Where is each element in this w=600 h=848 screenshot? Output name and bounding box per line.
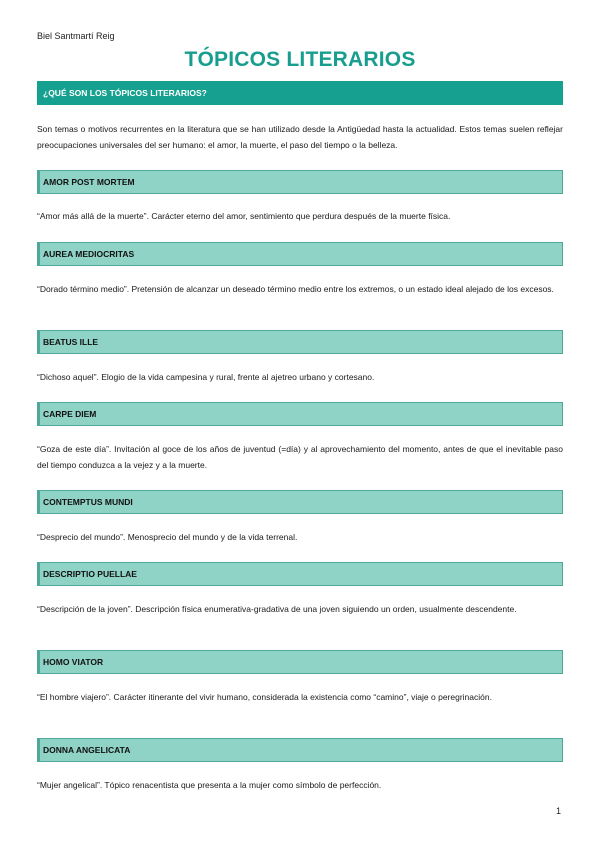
- topic-heading-carpe-diem: CARPE DIEM: [37, 402, 563, 426]
- page-number: 1: [556, 806, 562, 816]
- intro-paragraph: Son temas o motivos recurrentes en la literatura que se han utilizado desde la Antigüedad hasta la actualidad. Estos temas suelen reflejar preocupaciones universales del ser humano: el amor, la muerte, el paso del tiempo o la belleza.: [37, 124, 563, 150]
- topic-text-amor-post-mortem: “Amor más allá de la muerte”. Carácter eterno del amor, sentimiento que perdura después de la muerte física.: [37, 211, 451, 221]
- topic-text-homo-viator: “El hombre viajero”. Carácter itinerante del vivir humano, considerada la existencia como “camino”, viaje o peregrinación.: [37, 692, 492, 702]
- topic-text-beatus-ille: “Dichoso aquel”. Elogio de la vida campesina y rural, frente al ajetreo urbano y cortesano.: [37, 372, 375, 382]
- topic-text-contemptus-mundi: “Desprecio del mundo”. Menosprecio del mundo y de la vida terrenal.: [37, 532, 298, 542]
- topic-heading-descriptio-puellae: DESCRIPTIO PUELLAE: [37, 562, 563, 586]
- topic-heading-donna-angelicata: DONNA ANGELICATA: [37, 738, 563, 762]
- topic-heading-homo-viator: HOMO VIATOR: [37, 650, 563, 674]
- author-name: Biel Santmartí Reig: [37, 31, 115, 41]
- topic-text-carpe-diem: “Goza de este día”. Invitación al goce de los años de juventud (=día) y al aprovechamiento del momento, antes de que el inevitable paso del tiempo conduzca a la vejez y a la muerte.: [37, 444, 563, 470]
- page-title: TÓPICOS LITERARIOS: [184, 48, 416, 71]
- intro-heading-bar: ¿QUÉ SON LOS TÓPICOS LITERARIOS?: [37, 81, 563, 105]
- topic-heading-amor-post-mortem: AMOR POST MORTEM: [37, 170, 563, 194]
- topic-text-aurea-mediocritas: “Dorado término medio”. Pretensión de alcanzar un deseado término medio entre los extremos, o un estado ideal alejado de los excesos.: [37, 284, 554, 294]
- topic-heading-beatus-ille: BEATUS ILLE: [37, 330, 563, 354]
- topic-heading-aurea-mediocritas: AUREA MEDIOCRITAS: [37, 242, 563, 266]
- topic-text-descriptio-puellae: “Descripción de la joven”. Descripción física enumerativa-gradativa de una joven siguiendo un orden, usualmente descendente.: [37, 604, 517, 614]
- topic-heading-contemptus-mundi: CONTEMPTUS MUNDI: [37, 490, 563, 514]
- topic-text-donna-angelicata: “Mujer angelical”. Tópico renacentista que presenta a la mujer como símbolo de perfección.: [37, 780, 382, 790]
